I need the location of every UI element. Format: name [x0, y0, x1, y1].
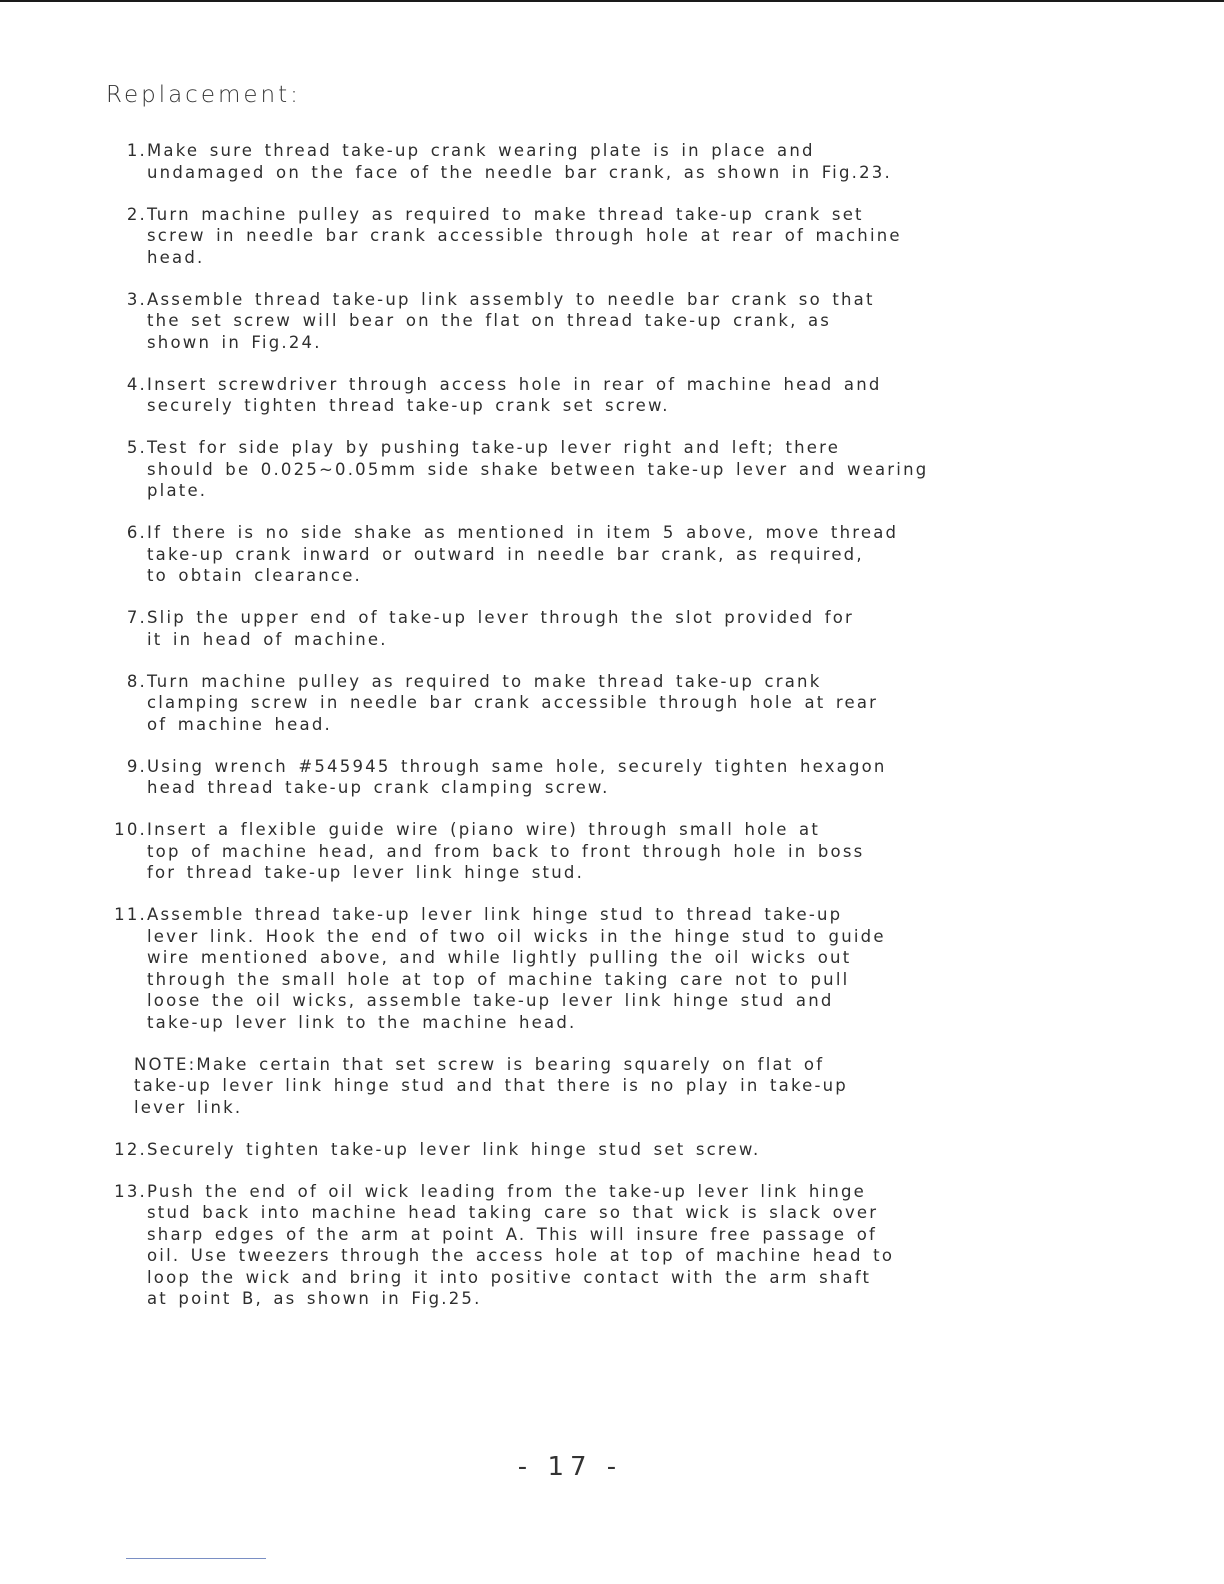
item-text: Insert screwdriver through access hole in rear of machine head and securely tighten thread take-up crank set screw. — [147, 374, 882, 415]
item-text: Turn machine pulley as required to make thread take-up crank clamping screw in needle bar crank accessible through hole at rear of machine head. — [147, 671, 879, 734]
list-item — [112, 140, 1102, 183]
list-item — [112, 756, 1102, 799]
instruction-list — [112, 140, 1102, 1330]
item-number: 6. — [126, 523, 147, 542]
list-item — [112, 819, 1102, 884]
item-text: Insert a flexible guide wire (piano wire) through small hole at top of machine head, and from back to front through hole in boss for thread take-up lever link hinge stud. — [147, 820, 865, 882]
item-text: Push the end of oil wick leading from the take-up lever link hinge stud back into machine head taking care so that wick is slack over sharp edges of the arm at point A. This will insure free passage of oil. Use tweezers through the access hole at top of machine head to loop the wick and bring it into positive contact with the arm shaft at point B, as shown in Fig.25. — [147, 1181, 895, 1308]
item-text: Using wrench #545945 through same hole, securely tighten hexagon head thread take-up crank clamping screw. — [147, 756, 887, 797]
item-number: 7. — [126, 608, 147, 627]
item-text: Assemble thread take-up lever link hinge stud to thread take-up lever link. Hook the end of two oil wicks in the hinge stud to guide wire mentioned above, and while lightly pulling the oil wicks out through the small hole at top of machine taking care not to pull loose the oil wicks, assemble take-up lever link hinge stud and take-up lever link to the machine head. — [147, 905, 886, 1032]
item-number: 11. — [114, 905, 147, 924]
item-number: 1. — [126, 141, 147, 160]
list-item — [112, 607, 1102, 650]
list-item — [112, 289, 1102, 354]
item-number: 10. — [114, 820, 147, 839]
item-number: 5. — [126, 438, 147, 457]
item-text: Assemble thread take-up link assembly to needle bar crank so that the set screw will bear on the flat on thread take-up crank, as shown in Fig.24. — [147, 289, 875, 352]
list-item — [112, 437, 1102, 502]
note-text: NOTE:Make certain that set screw is bearing squarely on flat of take-up lever link hinge stud and that there is no play in take-up lever link. — [134, 1054, 848, 1117]
list-item — [112, 204, 1102, 269]
list-item — [112, 522, 1102, 587]
item-number: 3. — [126, 289, 147, 309]
list-item — [112, 1139, 1102, 1161]
item-text: Test for side play by pushing take-up lever right and left; there should be 0.025~0.05mm side shake between take-up lever and wearing plate. — [147, 438, 929, 500]
item-text: Make sure thread take-up crank wearing plate is in place and undamaged on the face of the needle bar crank, as shown in Fig.23. — [147, 141, 892, 182]
item-number: 8. — [126, 671, 147, 691]
item-number: 13. — [114, 1181, 147, 1201]
item-text: Turn machine pulley as required to make thread take-up crank set screw in needle bar crank accessible through hole at rear of machine head. — [147, 204, 902, 267]
item-number: 4. — [126, 374, 147, 394]
page-number: - 17 - — [517, 1452, 623, 1482]
item-text: Securely tighten take-up lever link hinge stud set screw. — [147, 1139, 761, 1159]
list-item — [112, 904, 1102, 1033]
list-item — [112, 374, 1102, 417]
section-heading: Replacement: — [106, 82, 301, 108]
note-block — [134, 1054, 1102, 1119]
list-item — [112, 671, 1102, 736]
list-item — [112, 1181, 1102, 1310]
item-text: If there is no side shake as mentioned in item 5 above, move thread take-up crank inward or outward in needle bar crank, as required, to obtain clearance. — [147, 523, 899, 585]
item-number: 12. — [114, 1139, 147, 1159]
top-border-rule — [0, 0, 1224, 2]
item-number: 9. — [126, 756, 147, 776]
item-number: 2. — [126, 204, 147, 224]
bottom-link-underline — [126, 1558, 266, 1559]
item-text: Slip the upper end of take-up lever through the slot provided for it in head of machine. — [147, 608, 855, 649]
